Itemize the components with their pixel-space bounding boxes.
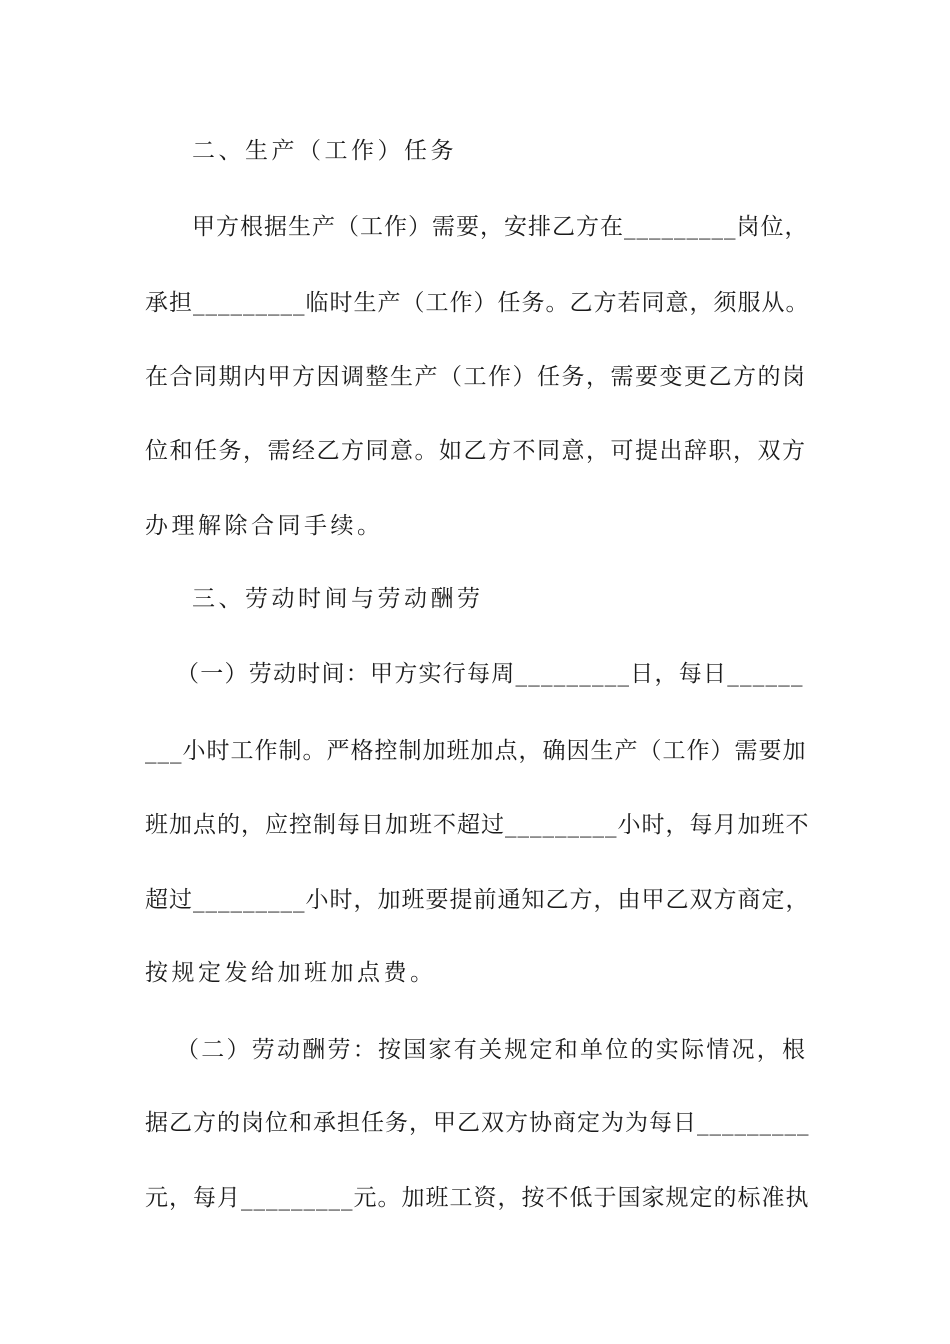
paragraph-line: 元，每月_________元。加班工资，按不低于国家规定的标准执	[145, 1185, 810, 1211]
section-heading-3: 三、劳动时间与劳动酬劳	[192, 586, 484, 612]
paragraph-line: 办理解除合同手续。	[145, 513, 384, 539]
paragraph-line: 承担_________临时生产（工作）任务。乙方若同意，须服从。	[145, 290, 810, 316]
paragraph-line: ___小时工作制。严格控制加班加点，确因生产（工作）需要加	[145, 738, 807, 764]
section-heading-2: 二、生产（工作）任务	[192, 138, 457, 164]
paragraph-line: 按规定发给加班加点费。	[145, 960, 437, 986]
paragraph-line: 位和任务，需经乙方同意。如乙方不同意，可提出辞职，双方	[145, 438, 807, 464]
paragraph-line: 据乙方的岗位和承担任务，甲乙双方协商定为为每日_________	[145, 1110, 810, 1136]
paragraph-line: 甲方根据生产（工作）需要，安排乙方在_________岗位，	[192, 214, 809, 240]
paragraph-line: 在合同期内甲方因调整生产（工作）任务，需要变更乙方的岗	[145, 364, 807, 390]
paragraph-line: （二）劳动酬劳：按国家有关规定和单位的实际情况，根	[176, 1037, 808, 1063]
paragraph-line: 超过_________小时，加班要提前通知乙方，由甲乙双方商定，	[145, 887, 810, 913]
paragraph-line: （一）劳动时间：甲方实行每周_________日，每日______	[176, 661, 804, 687]
paragraph-line: 班加点的，应控制每日加班不超过_________小时，每月加班不	[145, 812, 810, 838]
